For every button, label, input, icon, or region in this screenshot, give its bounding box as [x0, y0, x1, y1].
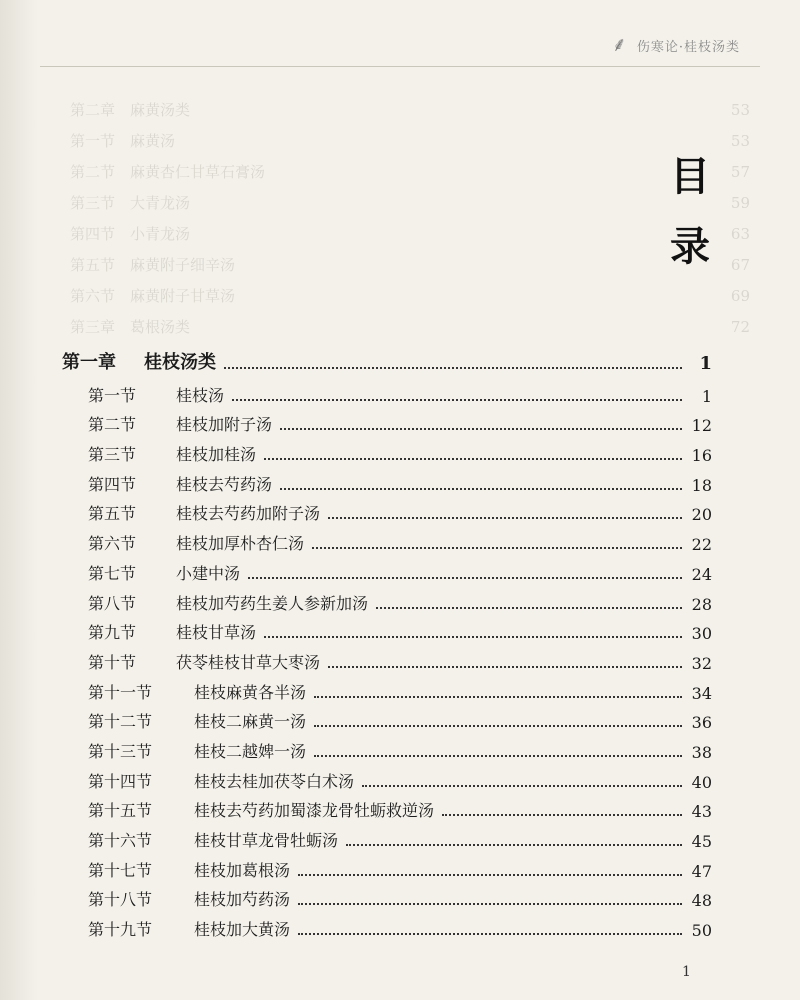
section-number: 第十四节 — [88, 771, 153, 791]
show-through-line — [70, 281, 750, 312]
section-title: 桂枝甘草龙骨牡蛎汤 — [194, 831, 339, 850]
section-page: 24 — [691, 564, 712, 584]
section-title: 桂枝去桂加茯苓白术汤 — [194, 771, 355, 791]
leader-dots — [312, 547, 682, 549]
section-page: 16 — [691, 446, 712, 466]
toc-section-entry[interactable] — [62, 762, 712, 792]
running-head-text: 伤寒论·桂枝汤类 — [636, 40, 740, 55]
toc-section-entry[interactable] — [62, 406, 712, 436]
section-page: 47 — [691, 861, 712, 881]
show-through-right: 57 — [730, 163, 750, 181]
toc-section-entry[interactable] — [62, 495, 712, 525]
toc-section-entry[interactable] — [62, 703, 712, 733]
section-title: 桂枝加大黄汤 — [194, 920, 291, 940]
toc-section-entry[interactable] — [62, 821, 712, 851]
section-number: 第二节 — [88, 415, 137, 435]
toc-section-entry[interactable] — [62, 524, 712, 554]
toc-section-entry[interactable] — [62, 614, 712, 644]
show-through-left: 第六节 麻黄附子甘草汤 — [70, 287, 236, 305]
leader-dots — [232, 399, 682, 401]
section-title: 茯苓桂枝甘草大枣汤 — [176, 652, 321, 672]
section-title: 桂枝二麻黄一汤 — [194, 712, 307, 732]
show-through-line — [70, 188, 750, 219]
section-number: 第五节 — [88, 504, 137, 524]
section-number: 第十九节 — [88, 920, 153, 940]
section-page: 20 — [691, 505, 712, 525]
section-page: 34 — [691, 683, 712, 703]
running-head — [612, 30, 740, 57]
section-title: 桂枝麻黄各半汤 — [194, 682, 307, 702]
section-number: 第九节 — [88, 623, 137, 643]
toc-section-entry[interactable] — [62, 465, 712, 495]
show-through-line — [70, 95, 750, 126]
leader-dots — [264, 458, 682, 460]
leader-dots — [248, 577, 682, 579]
show-through-right: 63 — [730, 225, 750, 243]
section-number: 第一节 — [88, 385, 137, 405]
show-through-left: 第四节 小青龙汤 — [70, 225, 191, 243]
section-page: 28 — [691, 594, 712, 614]
running-head-logo: ⸙ — [611, 32, 628, 56]
section-page: 43 — [691, 802, 712, 822]
toc-section-entry[interactable] — [62, 554, 712, 584]
show-through-right: 67 — [730, 256, 750, 274]
toc-section-entry[interactable] — [62, 435, 712, 465]
section-number: 第十七节 — [88, 860, 153, 880]
header-rule — [40, 66, 760, 67]
section-page: 45 — [691, 832, 712, 851]
section-number: 第十三节 — [88, 741, 153, 761]
section-page: 38 — [691, 742, 712, 762]
section-number: 第八节 — [88, 593, 137, 613]
show-through-left: 第三节 大青龙汤 — [70, 194, 191, 212]
section-title: 桂枝汤 — [176, 385, 225, 405]
chapter-number: 第一章 — [62, 352, 116, 373]
show-through-left: 第一节 麻黄汤 — [70, 132, 176, 150]
section-title: 桂枝去芍药汤 — [176, 474, 273, 494]
section-title: 小建中汤 — [176, 563, 241, 583]
page-gutter — [0, 0, 38, 1000]
show-through-line — [70, 219, 750, 250]
leader-dots — [298, 933, 682, 935]
section-number: 第十节 — [88, 652, 137, 672]
section-number: 第十八节 — [88, 890, 153, 910]
leader-dots — [280, 428, 682, 430]
chapter-page: 1 — [699, 353, 712, 374]
section-page: 36 — [691, 713, 712, 733]
section-title: 桂枝去芍药加蜀漆龙骨牡蛎救逆汤 — [194, 801, 435, 821]
leader-dots — [280, 488, 682, 490]
section-page: 48 — [691, 891, 712, 911]
show-through-left: 第二节 麻黄杏仁甘草石膏汤 — [70, 163, 266, 181]
section-number: 第六节 — [88, 534, 137, 554]
leader-dots — [224, 367, 682, 369]
show-through-right: 59 — [730, 194, 750, 212]
show-through-right: 53 — [730, 132, 750, 150]
section-page: 30 — [691, 624, 712, 644]
show-through-line — [70, 126, 750, 157]
section-title: 桂枝加芍药汤 — [194, 890, 291, 910]
leader-dots — [376, 607, 682, 609]
show-through-right: 53 — [730, 101, 750, 119]
show-through-left: 第五节 麻黄附子细辛汤 — [70, 256, 236, 274]
chapter-title: 桂枝汤类 — [144, 352, 216, 373]
section-page: 32 — [691, 653, 712, 673]
section-page: 50 — [691, 921, 712, 941]
leader-dots — [298, 874, 682, 876]
section-title: 桂枝加桂汤 — [176, 445, 257, 465]
toc-section-entry[interactable] — [62, 673, 712, 703]
section-title: 桂枝甘草汤 — [176, 623, 257, 643]
leader-dots — [328, 517, 682, 519]
section-title: 桂枝加附子汤 — [176, 415, 273, 435]
leader-dots — [362, 785, 682, 787]
leader-dots — [314, 755, 682, 757]
page-title-char-2: 录 — [670, 223, 710, 270]
section-number: 第十六节 — [88, 831, 153, 850]
leader-dots — [442, 814, 682, 816]
section-page: 22 — [691, 535, 712, 555]
show-through-line — [70, 157, 750, 188]
page-title-char-1: 目 — [670, 153, 710, 200]
section-number: 第四节 — [88, 474, 137, 494]
page-number: 1 — [682, 964, 691, 980]
show-through-right: 72 — [730, 318, 750, 336]
show-through-left: 第三章 葛根汤类 — [70, 318, 191, 336]
section-title: 桂枝去芍药加附子汤 — [176, 504, 321, 524]
section-number: 第十二节 — [88, 712, 153, 732]
toc-section-entry[interactable] — [62, 643, 712, 673]
leader-dots — [264, 636, 682, 638]
show-through-text — [70, 95, 750, 343]
leader-dots — [328, 666, 682, 668]
section-number: 第十一节 — [88, 682, 153, 702]
section-number: 第三节 — [88, 445, 137, 465]
show-through-line — [70, 250, 750, 281]
show-through-left: 第二章 麻黄汤类 — [70, 101, 191, 119]
section-number: 第十五节 — [88, 801, 153, 821]
toc-section-entry[interactable] — [62, 910, 712, 940]
section-title: 桂枝二越婢一汤 — [194, 741, 307, 761]
section-page: 18 — [691, 475, 712, 495]
leader-dots — [314, 725, 682, 727]
leader-dots — [346, 844, 682, 846]
section-page: 12 — [691, 416, 712, 436]
section-title: 桂枝加葛根汤 — [194, 860, 291, 880]
section-page: 40 — [691, 772, 712, 792]
leader-dots — [314, 696, 682, 698]
section-title: 桂枝加厚朴杏仁汤 — [176, 534, 305, 554]
toc-section-entry[interactable] — [62, 851, 712, 881]
section-number: 第七节 — [88, 563, 137, 583]
toc-section-list — [62, 376, 712, 940]
toc-section-entry[interactable] — [62, 376, 712, 406]
section-page: 1 — [701, 386, 712, 406]
show-through-right: 69 — [730, 287, 750, 305]
toc-section-entry[interactable] — [62, 881, 712, 911]
toc-section-entry[interactable] — [62, 584, 712, 614]
toc-section-entry[interactable] — [62, 732, 712, 762]
toc-section-entry[interactable] — [62, 792, 712, 822]
section-title: 桂枝加芍药生姜人参新加汤 — [176, 593, 369, 613]
toc-chapter-entry[interactable] — [62, 338, 712, 374]
leader-dots — [298, 903, 682, 905]
table-of-contents — [62, 338, 712, 940]
